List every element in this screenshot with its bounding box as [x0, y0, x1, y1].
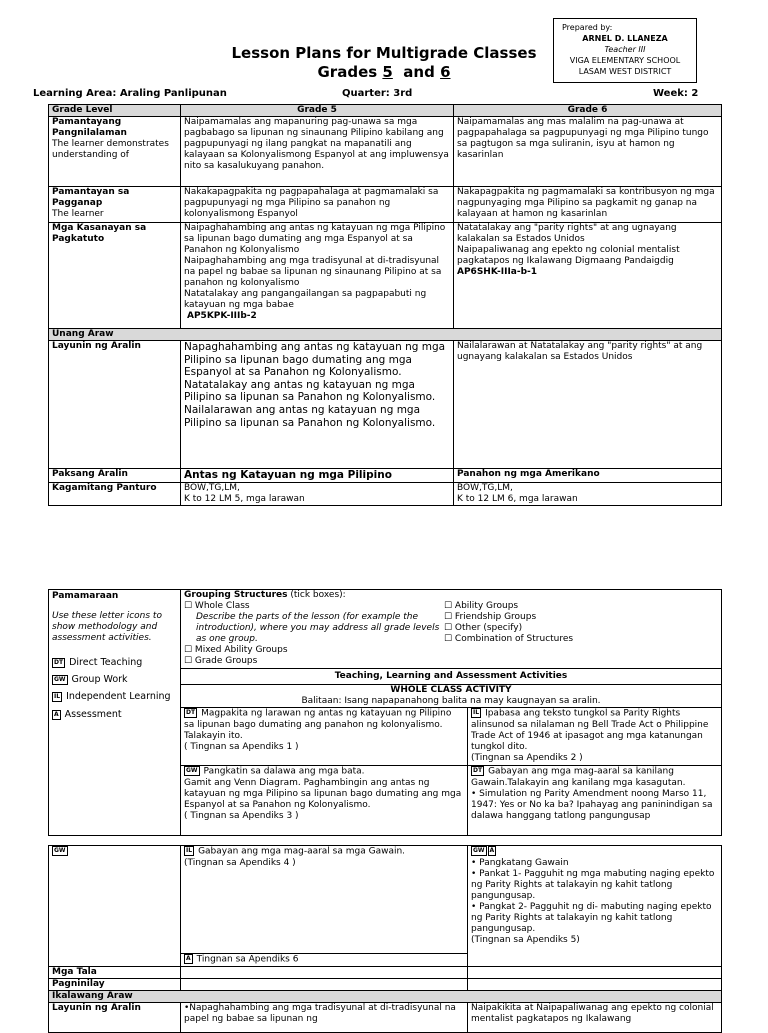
- row-label: Pamantayan sa Pagganap: [52, 187, 130, 208]
- grade5-code: AP5KPK-IIIb-2: [187, 311, 257, 321]
- materials-row: [49, 482, 722, 505]
- week: Week: 2: [653, 88, 699, 99]
- row-label: Paksang Aralin: [52, 469, 128, 479]
- activities-header: Teaching, Learning and Assessment Activities: [181, 669, 722, 685]
- direct-teaching-icon: DT: [54, 658, 64, 666]
- independent-learning-icon: IL: [54, 692, 61, 700]
- competencies-row: [49, 223, 722, 329]
- quarter: Quarter: 3rd: [342, 88, 413, 99]
- grade-groups-checkbox[interactable]: ☐ Grade Groups: [184, 656, 258, 666]
- performance-standard-row: [49, 187, 722, 223]
- grade5-header: Grade 5: [181, 105, 454, 117]
- legend-item: [52, 688, 177, 706]
- reflection-grade5[interactable]: [181, 978, 468, 990]
- legend-instructions: Use these letter icons to show methodology and assessment activities.: [52, 611, 162, 643]
- grade5-cell: BOW,TG,LM, K to 12 LM 5, mga larawan: [181, 482, 454, 505]
- independent-learning-icon: IL: [186, 847, 193, 854]
- group-work-icon: GW: [186, 767, 198, 774]
- objectives2-grade6: Naipakikita at Naipapaliwanag ang epekto ng colonial mentalist pagkatapos ng Ikalawang: [468, 1002, 722, 1032]
- day1-label: Unang Araw: [49, 329, 722, 341]
- grade6-code: AP6SHK-IIIa-b-1: [457, 267, 538, 277]
- whole-class-activity-title: WHOLE CLASS ACTIVITY: [390, 685, 512, 695]
- grade6-activity: • Pangkatang Gawain • Pankat 1- Pagguhit ng mga mabuting naging epekto ng Parity Rights at talakayin ng kahit tatlong pangungusap. • Pangkat 2- Pagguhit ng di- mabuting naging epekto ng Parity Rights at talakayin ng kahit tatlong pangungusap. (Tingnan sa Apendiks 5): [471, 857, 715, 945]
- legend-item: [52, 654, 177, 671]
- grade6-activity: Ipabasa ang teksto tungkol sa Parity Rights alinsunod sa nilalaman ng Bell Trade Act o Philippine Trade Act of 1946 at ipasagot ang mga katanungan tungkol dito. (Tingnan sa Apendiks 2 ): [471, 708, 709, 763]
- day2-label: Ikalawang Araw: [49, 990, 722, 1002]
- grade6-activity: Gabayan ang mga mag-aaral sa kanilang Gawain.Talakayin ang kanilang mga kasagutan. • Simulation ng Parity Amendment noong Marso 11, 1947: Yes or No ka ba? Ipahayag ang paninindigan sa dalawa hanggang tatlong pangungusap: [471, 766, 713, 821]
- assessment-icon: A: [489, 847, 495, 854]
- legend-label: Direct Teaching: [69, 657, 143, 668]
- row-label: Layunin ng Aralin: [52, 341, 141, 351]
- notes-grade5[interactable]: [181, 966, 468, 978]
- grade5-activity: Magpakita ng larawan ng antas ng katayuan ng Pilipino sa lipunan bago dumating ang panahon ng kolonyalismo. Talakayin ito. ( Tingnan sa Apendiks 1 ): [184, 708, 452, 752]
- procedure-label: Pamamaraan: [52, 591, 119, 601]
- reflection-row: [49, 978, 722, 990]
- objectives2-label: Layunin ng Aralin: [49, 1002, 181, 1032]
- subtitle-prefix: Grades: [317, 63, 383, 81]
- topic-row: [49, 469, 722, 483]
- grouping-note: (tick boxes):: [290, 590, 346, 600]
- row-label: Pamantayang Pangnilalaman: [52, 117, 127, 138]
- grade5-cell: Naipaghahambing ang antas ng katayuan ng mga Pilipino sa lipunan bago dumating ang mga Espanyol at sa Panahon ng Kolonyalismo Naipaghahambing ang mga tradisyunal at di-tradisyunal na papel ng babae sa lipunan ng sinaunang Pilipino at sa panahon ng kolonyalismo Natatalakay ang pangangailangan sa pagpapabuti ng katayuan ng mga babae: [184, 223, 446, 310]
- legend-label: Group Work: [71, 674, 128, 685]
- other-checkbox[interactable]: ☐ Other (specify): [444, 623, 523, 633]
- learning-area: Learning Area: Araling Panlipunan: [33, 88, 227, 99]
- procedure-table: [48, 589, 722, 836]
- school-name: VIGA ELEMENTARY SCHOOL: [569, 56, 681, 65]
- notes-row: [49, 966, 722, 978]
- day2-row: [49, 990, 722, 1002]
- objectives2-row: [49, 1002, 722, 1032]
- page-title: Lesson Plans for Multigrade Classes: [231, 44, 537, 62]
- direct-teaching-icon: DT: [473, 767, 483, 774]
- grade6-cell: Natatalakay ang "parity rights" at ang ugnayang kalakalan sa Estados Unidos Naipapaliwanag ang epekto ng colonial mentalist pagkatapos ng Ikalawang Digmaang Pandaigdig: [457, 223, 680, 266]
- activity-row-3: [49, 846, 722, 954]
- legend: [52, 654, 177, 723]
- balitaan-text: Balitaan: Isang napapanahong balita na may kaugnayan sa aralin.: [301, 696, 601, 706]
- grade-a: 5: [382, 63, 393, 81]
- objectives2-grade5: •Napaghahambing ang mga tradisyunal at di-tradisyunal na papel ng babae sa lipunan ng: [181, 1002, 468, 1032]
- grade6-cell: BOW,TG,LM, K to 12 LM 6, mga larawan: [454, 482, 722, 505]
- grade6-cell: Naipamamalas ang mas malalim na pag-unawa at pagpapahalaga sa pagpupunyagi ng mga Pilipino tungo sa pagtugon sa mga suliranin, isyu at hamon ng kasarinlan: [454, 117, 722, 187]
- row-label: Kagamitang Panturo: [52, 482, 157, 493]
- grade6-cell: Panahon ng mga Amerikano: [454, 469, 722, 483]
- table-header-row: [49, 105, 722, 117]
- whole-class-checkbox[interactable]: ☐ Whole Class: [184, 601, 250, 611]
- independent-learning-icon: IL: [473, 709, 480, 716]
- whole-class-description: Describe the parts of the lesson (for example the introduction), where you may address all grade levels as one group.: [196, 612, 440, 644]
- grade-b: 6: [440, 63, 451, 81]
- grade5-activity: Tingnan sa Apendiks 6: [196, 954, 299, 965]
- grade6-cell: Nakapagpakita ng pagmamalaki sa kontribusyon ng mga nagpunyaging mga Pilipino sa pagkamit ng ganap na kalayaan at hamon ng kasarinlan: [454, 187, 722, 223]
- legend-item: [52, 706, 177, 723]
- row-sublabel: The learner demonstrates understanding of: [52, 139, 169, 160]
- grade5-cell: Antas ng Katayuan ng mga Pilipino: [181, 469, 454, 483]
- group-work-icon: GW: [54, 675, 66, 683]
- teacher-name: ARNEL D. LLANEZA: [582, 34, 668, 43]
- grade5-cell: Napaghahambing ang antas ng katayuan ng mga Pilipino sa lipunan bago dumating ang mga Espanyol at sa Panahon ng Kolonyalismo. Natatalakay ang antas ng katayuan ng mga Pilipino sa lipunan sa Panahon ng Kolonyalismo. Nailalarawan ang antas ng katayuan ng mga Pilipino sa lipunan sa Panahon ng Kolonyalismo.: [181, 341, 454, 469]
- notes-grade6[interactable]: [468, 966, 722, 978]
- district-name: LASAM WEST DISTRICT: [578, 67, 672, 76]
- reflection-grade6[interactable]: [468, 978, 722, 990]
- row-sublabel: The learner: [52, 209, 104, 219]
- day1-row: [49, 329, 722, 341]
- prepared-by-box: [553, 18, 697, 83]
- grade6-header: Grade 6: [454, 105, 722, 117]
- grade5-cell: Naipamamalas ang mapanuring pag-unawa sa mga pagbabago sa lipunan ng sinaunang Pilipino kabilang ang pagpupunyagi ng ilang pangkat na mapanatili ang kalayaan sa Kolonyalismong Espanyol at ang impluwensya nito sa kasalukuyang panahon.: [181, 117, 454, 187]
- lesson-table-day1: [48, 104, 722, 506]
- combination-checkbox[interactable]: ☐ Combination of Structures: [444, 634, 574, 644]
- assessment-icon: A: [54, 710, 59, 718]
- direct-teaching-icon: DT: [186, 709, 196, 716]
- grade6-cell: Nailalarawan at Natatalakay ang "parity rights" at ang ugnayang kalakalan sa Estados Unidos: [454, 341, 722, 469]
- legend-item: [52, 671, 177, 688]
- assessment-icon: A: [186, 955, 191, 962]
- group-work-icon: GW: [54, 847, 66, 854]
- subtitle-mid: and: [392, 63, 441, 81]
- mixed-ability-checkbox[interactable]: ☐ Mixed Ability Groups: [184, 645, 288, 655]
- grade-level-header: Grade Level: [49, 105, 181, 117]
- grouping-row: [49, 590, 722, 669]
- legend-label: Assessment: [64, 709, 122, 720]
- notes-label: Mga Tala: [49, 966, 181, 978]
- grade5-activity: Pangkatin sa dalawa ang mga bata. Gamit ang Venn Diagram. Paghambingin ang antas ng katayuan ng mga Pilipino sa lipunan bago dumating ang mga Espanyol at sa Panahon ng Kolonyalismo. ( Tingnan sa Apendiks 3 ): [184, 766, 462, 821]
- objectives-row: [49, 341, 722, 469]
- group-work-icon: GW: [473, 847, 485, 854]
- grade5-cell: Nakakapagpakita ng pagpapahalaga at pagmamalaki sa pagpupunyagi ng mga Pilipino sa panahon ng kolonyalismong Espanyol: [181, 187, 454, 223]
- friendship-groups-checkbox[interactable]: ☐ Friendship Groups: [444, 612, 537, 622]
- prepared-by-label: Prepared by:: [562, 23, 613, 32]
- ability-groups-checkbox[interactable]: ☐ Ability Groups: [444, 601, 519, 611]
- reflection-label: Pagninilay: [49, 978, 181, 990]
- teacher-position: Teacher III: [604, 45, 646, 54]
- legend-label: Independent Learning: [66, 691, 171, 702]
- procedure-table-cont: [48, 845, 722, 1033]
- row-label: Mga Kasanayan sa Pagkatuto: [52, 223, 147, 244]
- grouping-title: Grouping Structures: [184, 590, 288, 600]
- grade5-activity: Gabayan ang mga mag-aaral sa mga Gawain. (Tingnan sa Apendiks 4 ): [184, 846, 406, 868]
- content-standard-row: [49, 117, 722, 187]
